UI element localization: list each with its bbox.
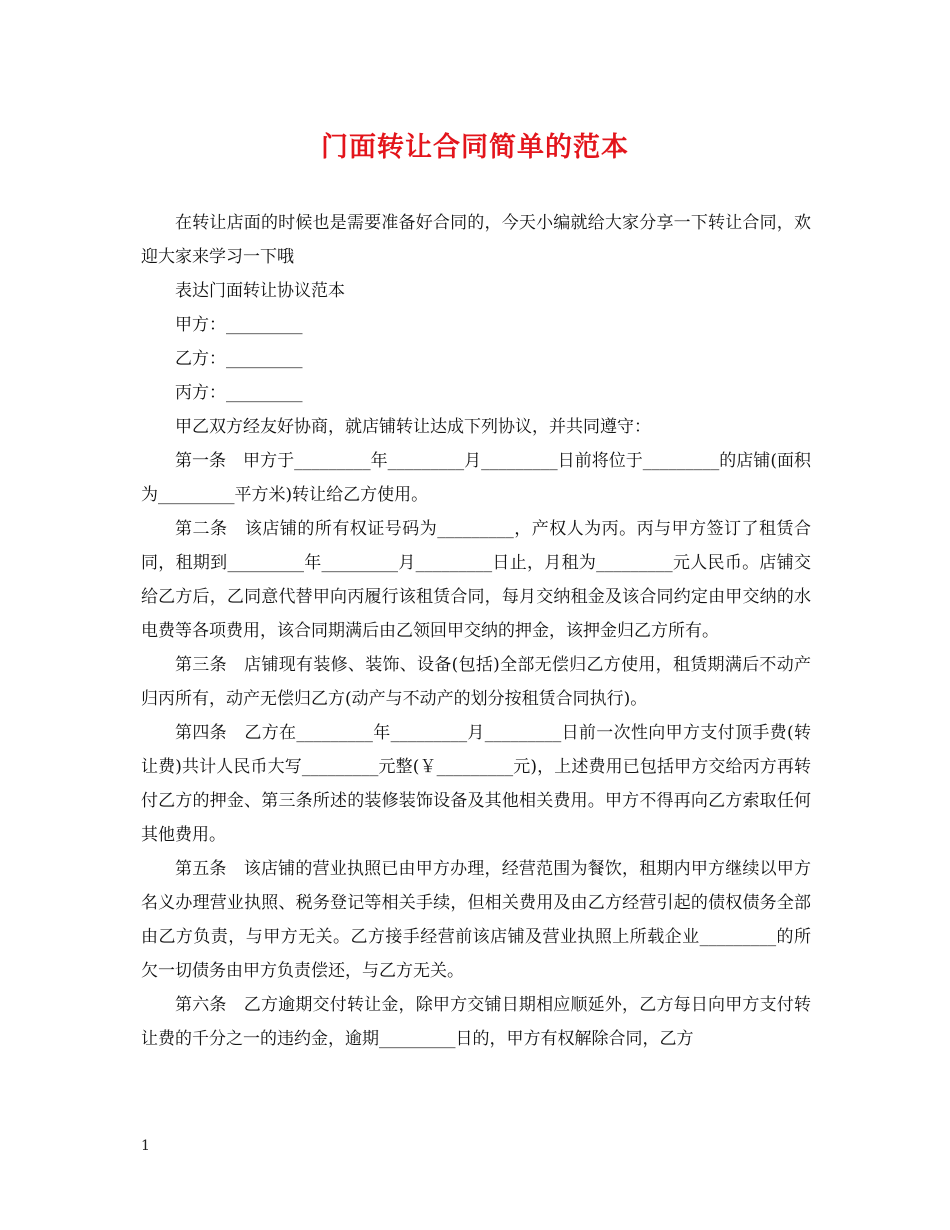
article-5: 第五条 该店铺的营业执照已由甲方办理，经营范围为餐饮，租期内甲方继续以甲方名义办理营业执照、税务登记等相关手续，但相关费用及由乙方经营引起的债权债务全部由乙方负责，与甲方无关。乙方接手经营前该店铺及营业执照上所载企业_________的所欠一切债务由甲方负责偿还，与乙方无关。 [141, 859, 811, 981]
paragraph-subtitle: 表达门面转让协议范本 [175, 281, 345, 301]
document-title: 门面转让合同简单的范本 [321, 132, 629, 163]
document-body [141, 206, 811, 1056]
paragraph-intro: 在转让店面的时候也是需要准备好合同的，今天小编就给大家分享一下转让合同，欢迎大家来学习一下哦 [141, 213, 811, 267]
article-4: 第四条 乙方在_________年_________月_________日前一次性向甲方支付顶手费(转让费)共计人民币大写_________元整(￥_________元)，上述费用已包括甲方交给丙方再转付乙方的押金、第三条所述的装修装饰设备及其他相关费用。甲方不得再向乙方索取任何其他费用。 [141, 723, 811, 845]
party-c-line: 丙方：_________ [175, 383, 303, 403]
paragraph-agreement: 甲乙双方经友好协商，就店铺转让达成下列协议，并共同遵守： [175, 417, 651, 437]
article-6: 第六条 乙方逾期交付转让金，除甲方交铺日期相应顺延外，乙方每日向甲方支付转让费的千分之一的违约金，逾期_________日的，甲方有权解除合同，乙方 [141, 995, 811, 1049]
article-1: 第一条 甲方于_________年_________月_________日前将位于_________的店铺(面积为_________平方米)转让给乙方使用。 [141, 451, 811, 505]
article-2: 第二条 该店铺的所有权证号码为_________，产权人为丙。丙与甲方签订了租赁合同，租期到_________年_________月_________日止，月租为_________元人民币。店铺交给乙方后，乙同意代替甲向丙履行该租赁合同，每月交纳租金及该合同约定由甲交纳的水电费等各项费用，该合同期满后由乙领回甲交纳的押金，该押金归乙方所有。 [141, 519, 811, 641]
article-3: 第三条 店铺现有装修、装饰、设备(包括)全部无偿归乙方使用，租赁期满后不动产归丙所有，动产无偿归乙方(动产与不动产的划分按租赁合同执行)。 [141, 655, 811, 709]
page-number: 1 [141, 1138, 150, 1154]
party-a-line: 甲方：_________ [175, 315, 303, 335]
party-b-line: 乙方：_________ [175, 349, 303, 369]
